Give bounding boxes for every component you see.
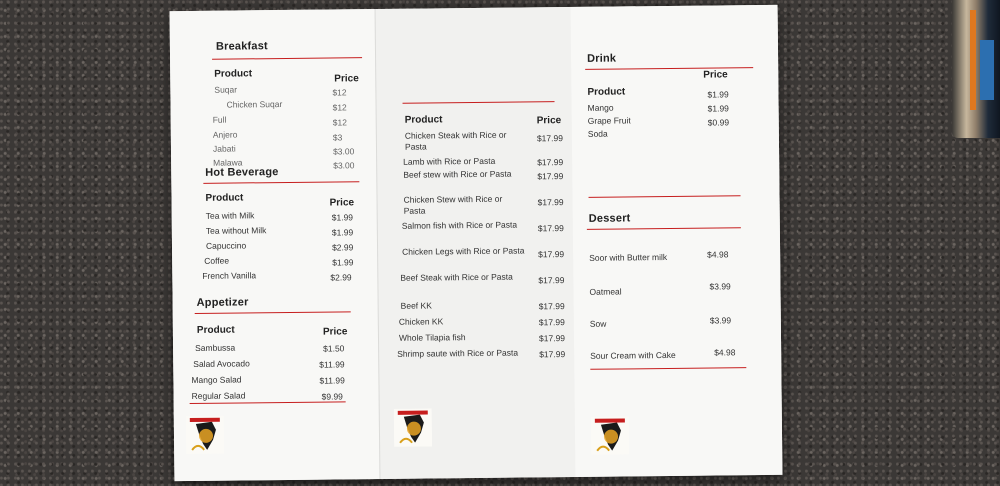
mains-item: Salmon fish with Rice or Pasta [401,219,518,231]
mains-item: Chicken KK [398,316,444,327]
appetizer-price: $1.50 [323,343,345,354]
section-rule [190,401,346,404]
background-object [952,0,1000,138]
mains-item: Beef Steak with Rice or Pasta [400,271,513,283]
hot-beverage-price: $1.99 [332,257,354,268]
dessert-item: Sow [589,318,607,329]
dessert-item: Sour Cream with Cake [590,349,676,361]
hot-beverage-item: Capuccino [205,240,247,251]
section-rule [212,57,362,60]
breakfast-price: $3.00 [332,146,355,157]
drink-price: $1.99 [707,103,729,114]
breakfast-item: Jabati [212,143,236,154]
mains-item: Beef stew with Rice or Pasta [403,168,512,180]
menu-panel-right [571,5,783,477]
dessert-price: $4.98 [707,249,729,260]
breakfast-item: Malawa [213,157,243,168]
mains-item: Chicken Legs with Rice or Pasta [402,245,525,257]
hot-beverage-item: French Vanilla [202,270,257,281]
breakfast-price: $3 [332,132,343,143]
section-rule [195,311,351,314]
trifold-menu [170,5,783,481]
breakfast-product-header: Product [214,68,253,80]
mains-price: $17.99 [538,333,566,344]
mains-item: Beef KK [400,300,432,311]
breakfast-price: $3.00 [333,160,355,171]
breakfast-price: $12 [332,117,347,128]
mains-item: Whole Tilapia fish [398,332,466,343]
breakfast-price-header: Price [334,73,359,85]
dessert-price: $4.98 [714,347,736,358]
mains-price: $17.99 [537,223,564,234]
section-rule [587,227,741,230]
drink-item: Mango [587,102,614,113]
appetizer-price: $9.99 [321,391,343,402]
hot-beverage-item: Tea with Milk [205,210,255,221]
breakfast-price: $12 [332,87,347,98]
appetizer-price: $11.99 [319,375,345,386]
mains-price: $17.99 [536,133,563,144]
section-rule [589,195,741,198]
section-rule [203,181,359,184]
breakfast-item: Chicken Suqar [226,99,283,110]
mains-item: Lamb with Rice or Pasta [403,155,496,167]
breakfast-title: Breakfast [215,40,268,53]
dessert-item: Oatmeal [589,286,622,297]
appetizer-product-header: Product [196,324,235,336]
restaurant-logo [394,408,432,446]
object-stripe [980,40,994,100]
breakfast-item: Full [212,114,227,125]
breakfast-price: $12 [332,102,347,113]
mains-item: Chicken Stew with Rice or Pasta [403,193,503,216]
drink-title: Drink [587,52,617,65]
mains-price: $17.99 [538,275,565,286]
mains-item: Shrimp saute with Rice or Pasta [397,347,519,359]
dessert-item: Soor with Butter milk [589,251,668,263]
drink-price: $1.99 [707,89,729,100]
appetizer-item: Sambussa [195,342,236,353]
drink-price-header: Price [703,69,728,81]
hot-beverage-price: $1.99 [331,227,354,238]
mains-item: Chicken Steak with Rice or Pasta [404,129,507,152]
restaurant-logo [186,416,224,454]
hot-beverage-item: Coffee [204,255,230,266]
section-rule [585,67,753,70]
restaurant-logo [591,416,629,454]
object-stripe [970,10,976,110]
mains-product-header: Product [404,114,443,126]
hot-beverage-price-header: Price [329,197,355,209]
appetizer-price: $11.99 [319,359,345,370]
section-rule [590,367,746,370]
mains-price: $17.99 [537,157,564,168]
hot-beverage-price: $2.99 [331,242,354,253]
mains-price: $17.99 [537,197,564,208]
breakfast-item: Anjero [212,129,238,140]
breakfast-item: Suqar [214,84,238,95]
dessert-price: $3.99 [709,281,731,292]
hot-beverage-title: Hot Beverage [205,166,279,179]
drink-item: Grape Fruit [587,115,631,126]
hot-beverage-price: $1.99 [331,212,354,223]
appetizer-item: Regular Salad [191,390,246,401]
drink-product-header: Product [587,86,626,98]
drink-price: $0.99 [707,117,730,128]
dessert-price: $3.99 [709,315,732,326]
mains-price: $17.99 [538,301,565,312]
mains-price: $17.99 [538,317,565,328]
hot-beverage-product-header: Product [205,192,244,204]
menu-panel-left [170,9,380,481]
drink-item: Soda [587,128,608,139]
appetizer-price-header: Price [322,326,348,338]
appetizer-title: Appetizer [196,296,249,309]
hot-beverage-item: Tea without Milk [205,225,267,236]
menu-panel-middle [375,7,578,479]
section-rule [403,101,555,104]
mains-price: $17.99 [539,349,566,360]
hot-beverage-price: $2.99 [330,272,352,283]
appetizer-item: Mango Salad [191,374,242,385]
dessert-title: Dessert [588,212,631,225]
mains-price: $17.99 [537,171,564,182]
mains-price-header: Price [536,115,562,127]
mains-price: $17.99 [538,249,565,260]
appetizer-item: Salad Avocado [193,358,250,369]
